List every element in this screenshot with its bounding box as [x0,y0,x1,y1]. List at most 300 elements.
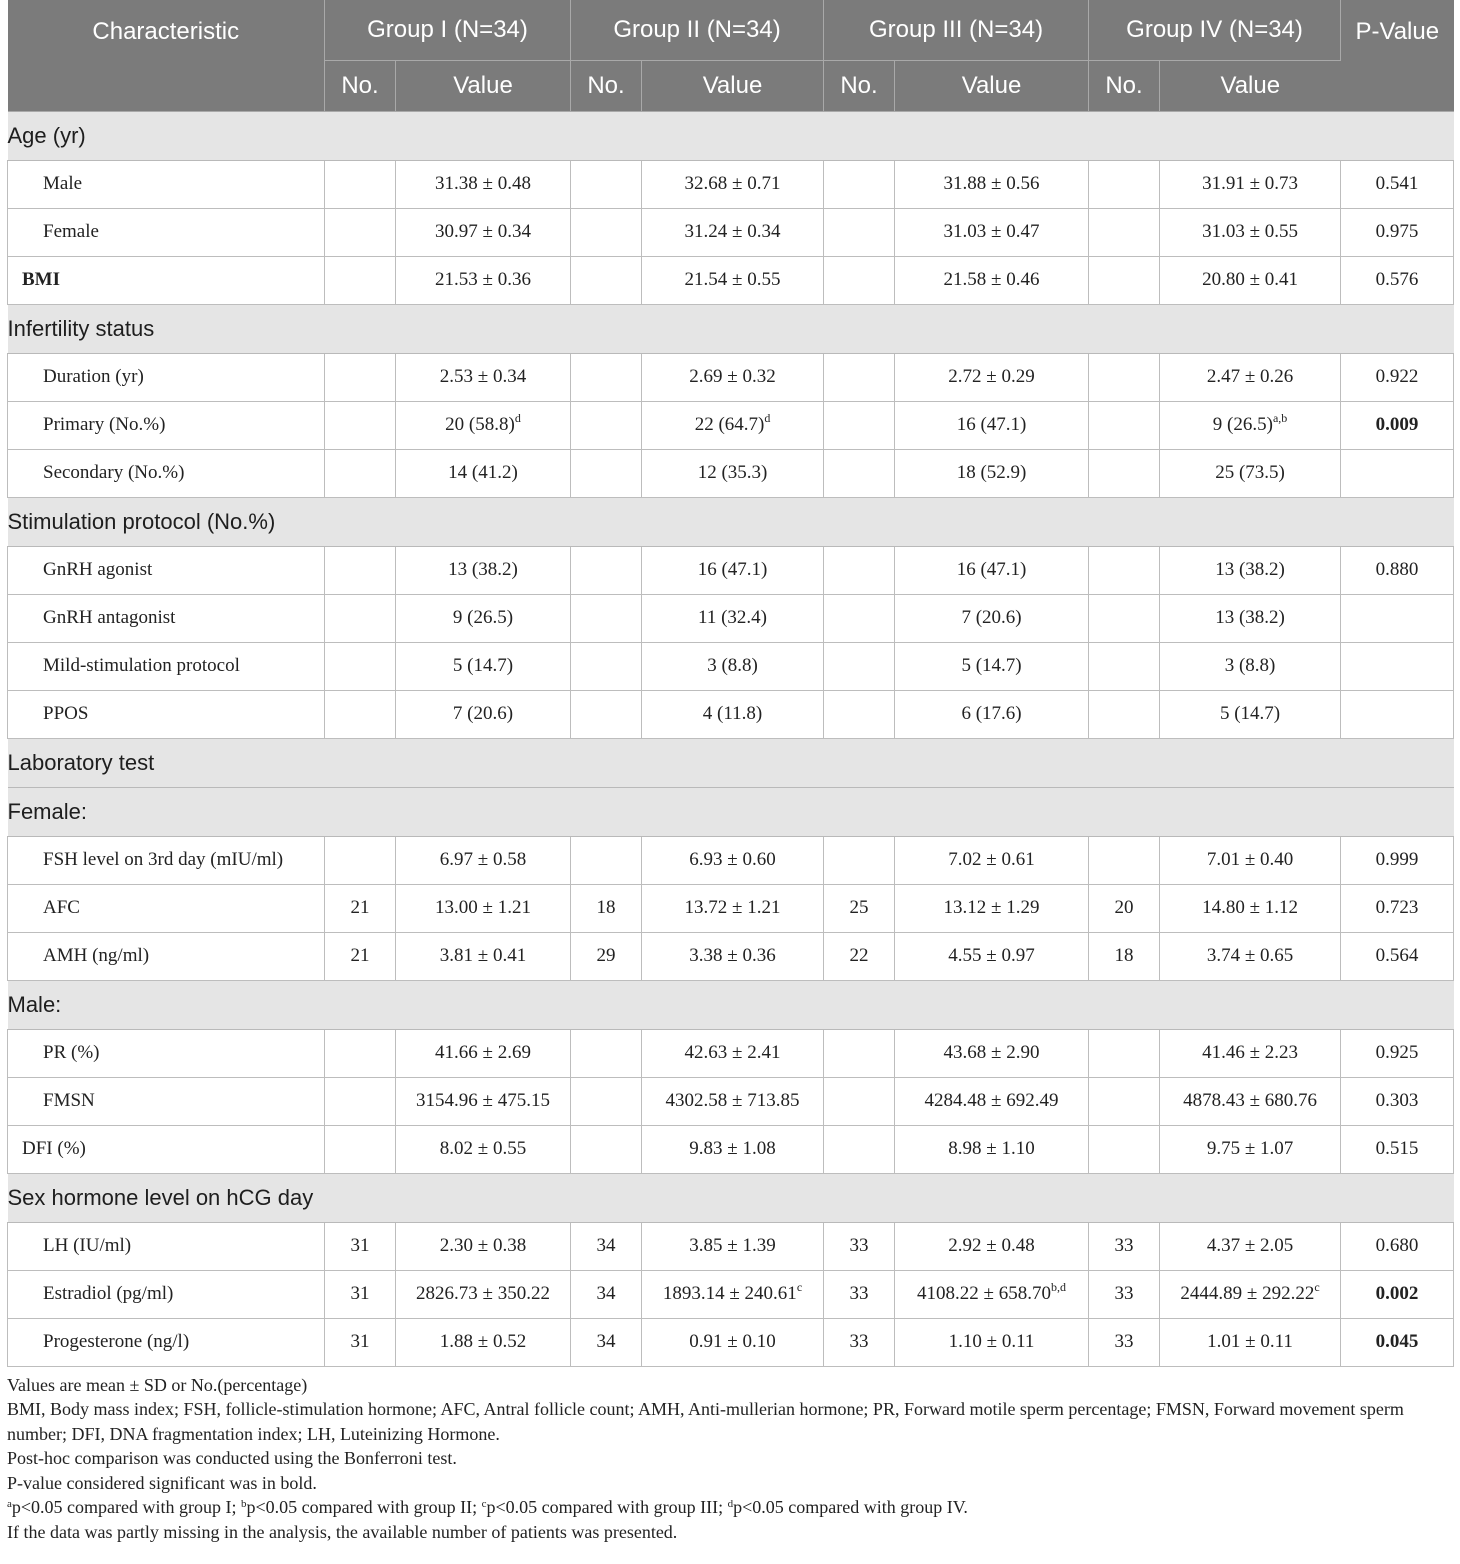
table-row [8,353,1454,401]
cell-no [1089,1029,1160,1077]
cell-value-text: 31.24 ± 0.34 [684,221,781,242]
header-row-groups [8,0,1454,60]
cell-value [396,256,571,304]
cell-value-text: 13 (38.2) [448,559,518,580]
cell-no [824,836,895,884]
cell-value-text: 41.66 ± 2.69 [435,1042,531,1063]
cell-no: 20 [1089,884,1160,932]
cell-no: 33 [824,1222,895,1270]
cell-value [1160,546,1341,594]
cell-value [895,1270,1089,1318]
cell-value-text: 2.53 ± 0.34 [439,366,527,387]
cell-value-text: 8.02 ± 0.55 [439,1138,527,1159]
cell-superscript: c [796,1280,803,1294]
cell-value-text: 8.98 ± 1.10 [948,1138,1035,1159]
cell-value [642,256,824,304]
cell-pvalue: 0.576 [1341,256,1454,304]
cell-value [1160,160,1341,208]
section-label: Sex hormone level on hCG day [8,1173,1454,1222]
section-label: Laboratory test [8,738,1454,787]
cell-value [1160,642,1341,690]
cell-value [895,1125,1089,1173]
cell-no: 33 [824,1270,895,1318]
cell-pvalue: 0.045 [1341,1318,1454,1366]
cell-no: 34 [571,1222,642,1270]
header-no: No. [824,60,895,111]
cell-value [642,160,824,208]
table-row [8,1222,1454,1270]
cell-value [396,594,571,642]
row-label: Female [8,208,325,256]
cell-value-text: 0.91 ± 0.10 [689,1331,776,1352]
cell-value [642,1270,824,1318]
cell-value-text: 2444.89 ± 292.22 [1180,1283,1315,1304]
cell-pvalue: 0.303 [1341,1077,1454,1125]
cell-value [895,208,1089,256]
cell-value-text: 20.80 ± 0.41 [1202,269,1298,290]
table-footnotes [7,1373,1453,1545]
cell-value-text: 7 (20.6) [961,607,1022,628]
cell-superscript: a,b [1272,411,1288,425]
cell-value-text: 18 (52.9) [956,462,1027,483]
cell-value-text: 21.53 ± 0.36 [435,269,531,290]
cell-value-text: 16 (47.1) [956,559,1027,580]
cell-no [1089,1125,1160,1173]
footnote-text: p<0.05 compared with group II; [246,1497,482,1517]
cell-value [642,594,824,642]
table-row [8,642,1454,690]
cell-value-text: 31.91 ± 0.73 [1202,173,1298,194]
header-group-1: Group I (N=34) [325,0,571,60]
cell-value-text: 6.97 ± 0.58 [439,849,527,870]
cell-value-text: 3 (8.8) [1224,655,1276,676]
cell-value [396,836,571,884]
cell-value [1160,594,1341,642]
table-row [8,836,1454,884]
cell-no [325,208,396,256]
cell-no: 25 [824,884,895,932]
header-group-2: Group II (N=34) [571,0,824,60]
cell-value [642,208,824,256]
cell-no [571,449,642,497]
cell-no [325,401,396,449]
cell-pvalue [1341,449,1454,497]
cell-value [396,1029,571,1077]
cell-value-text: 4 (11.8) [702,703,763,724]
cell-value-text: 4108.22 ± 658.70 [917,1283,1051,1304]
cell-pvalue: 0.999 [1341,836,1454,884]
cell-value [1160,208,1341,256]
cell-value [1160,1222,1341,1270]
cell-no [1089,401,1160,449]
cell-no: 31 [325,1270,396,1318]
cell-value [396,160,571,208]
footnote-superscript: c [481,1498,487,1510]
cell-value-text: 6.93 ± 0.60 [689,849,776,870]
section-row [8,111,1454,160]
cell-value-text: 16 (47.1) [697,559,768,580]
table-row [8,1077,1454,1125]
table-body [8,111,1454,1366]
table-row [8,884,1454,932]
table-row [8,401,1454,449]
cell-value [895,353,1089,401]
cell-no [325,642,396,690]
cell-no: 33 [1089,1222,1160,1270]
cell-no [824,642,895,690]
header-no: No. [1089,60,1160,111]
footnote-text: Post-hoc comparison was conducted using the Bonferroni test. [7,1448,457,1468]
cell-value [895,690,1089,738]
cell-value-text: 5 (14.7) [1219,703,1281,724]
cell-value [895,1222,1089,1270]
cell-no [571,836,642,884]
cell-value [1160,449,1341,497]
cell-no [571,642,642,690]
cell-value [1160,353,1341,401]
cell-value-text: 2.72 ± 0.29 [948,366,1035,387]
cell-value [642,353,824,401]
cell-value [396,932,571,980]
header-pvalue: P-Value [1341,0,1454,111]
header-no: No. [325,60,396,111]
cell-no [325,690,396,738]
cell-value-text: 31.38 ± 0.48 [435,173,531,194]
row-label: AFC [8,884,325,932]
table-row [8,256,1454,304]
cell-value [895,1318,1089,1366]
cell-value-text: 4878.43 ± 680.76 [1183,1090,1317,1111]
cell-value [396,1318,571,1366]
row-label: GnRH agonist [8,546,325,594]
cell-no [824,353,895,401]
cell-no [571,1029,642,1077]
cell-value [895,401,1089,449]
cell-value [642,401,824,449]
footnote-text: Values are mean ± SD or No.(percentage) [7,1374,308,1395]
cell-value-text: 13.72 ± 1.21 [684,897,781,918]
row-label: Secondary (No.%) [8,449,325,497]
header-group-3: Group III (N=34) [824,0,1089,60]
section-row [8,980,1454,1029]
cell-no: 22 [824,932,895,980]
cell-no: 29 [571,932,642,980]
characteristics-table [7,0,1454,1367]
footnote [7,1397,1453,1446]
cell-no [824,208,895,256]
cell-value [1160,401,1341,449]
cell-value-text: 13 (38.2) [1215,607,1285,628]
cell-no: 21 [325,884,396,932]
cell-value-text: 31.88 ± 0.56 [943,173,1040,194]
cell-value [1160,1125,1341,1173]
footnote-text: p<0.05 compared with group IV. [733,1497,968,1517]
cell-value-text: 1.10 ± 0.11 [948,1331,1035,1352]
row-label: FSH level on 3rd day (mIU/ml) [8,836,325,884]
footnote [7,1373,1453,1398]
cell-value [642,1077,824,1125]
cell-value-text: 9.83 ± 1.08 [689,1138,776,1159]
section-label: Male: [8,980,1454,1029]
cell-no [1089,208,1160,256]
cell-pvalue: 0.009 [1341,401,1454,449]
cell-value [642,884,824,932]
footnote-text: p<0.05 compared with group I; [11,1497,241,1517]
cell-value-text: 7.01 ± 0.40 [1206,849,1294,870]
cell-value-text: 3.74 ± 0.65 [1206,945,1294,966]
cell-value [642,1222,824,1270]
cell-value-text: 9.75 ± 1.07 [1206,1138,1294,1159]
cell-value-text: 20 (58.8) [445,414,515,435]
cell-no [1089,836,1160,884]
cell-value-text: 2.69 ± 0.32 [689,366,776,387]
cell-value [1160,1318,1341,1366]
cell-superscript: c [1314,1280,1320,1294]
row-label: Estradiol (pg/ml) [8,1270,325,1318]
cell-no: 34 [571,1270,642,1318]
cell-value-text: 21.58 ± 0.46 [943,269,1040,290]
cell-pvalue: 0.680 [1341,1222,1454,1270]
cell-superscript: d [764,411,771,425]
row-label: LH (IU/ml) [8,1222,325,1270]
cell-no [824,1077,895,1125]
cell-no [1089,1077,1160,1125]
cell-value-text: 13 (38.2) [1215,559,1285,580]
header-value: Value [1160,60,1341,111]
cell-value-text: 2.47 ± 0.26 [1206,366,1294,387]
cell-value-text: 1893.14 ± 240.61 [662,1283,797,1304]
cell-no [571,256,642,304]
cell-no [571,353,642,401]
cell-no [824,690,895,738]
cell-value-text: 6 (17.6) [961,703,1022,724]
table-row [8,1270,1454,1318]
cell-value [396,642,571,690]
row-label: PR (%) [8,1029,325,1077]
cell-no: 21 [325,932,396,980]
cell-value [396,1270,571,1318]
table-container [7,0,1453,1544]
header-no: No. [571,60,642,111]
table-row [8,594,1454,642]
cell-value [1160,1077,1341,1125]
cell-no [325,1029,396,1077]
cell-value-text: 13.00 ± 1.21 [435,897,531,918]
cell-no: 33 [1089,1318,1160,1366]
cell-no [1089,690,1160,738]
row-label: PPOS [8,690,325,738]
cell-superscript: b,d [1050,1280,1066,1294]
section-label: Age (yr) [8,111,1454,160]
cell-value [642,1318,824,1366]
cell-no: 18 [571,884,642,932]
cell-value-text: 4.37 ± 2.05 [1206,1235,1294,1256]
cell-no: 18 [1089,932,1160,980]
table-row [8,208,1454,256]
cell-value [895,884,1089,932]
footnote [7,1446,1453,1471]
cell-value [895,932,1089,980]
cell-no [1089,594,1160,642]
cell-value [895,256,1089,304]
cell-no [325,160,396,208]
footnote-text: p<0.05 compared with group III; [486,1497,728,1517]
cell-no: 33 [824,1318,895,1366]
section-row [8,304,1454,353]
footnote-superscript: a [7,1498,12,1510]
cell-no [571,208,642,256]
cell-value-text: 2.92 ± 0.48 [948,1235,1035,1256]
cell-value-text: 3.85 ± 1.39 [689,1235,776,1256]
cell-pvalue [1341,642,1454,690]
footnote-text: P-value considered significant was in bold. [7,1472,317,1493]
cell-pvalue: 0.922 [1341,353,1454,401]
cell-no [571,160,642,208]
section-row [8,497,1454,546]
header-value: Value [396,60,571,111]
cell-value-text: 4284.48 ± 692.49 [924,1090,1059,1111]
cell-value-text: 30.97 ± 0.34 [435,221,531,242]
cell-value-text: 3.38 ± 0.36 [689,945,776,966]
cell-value-text: 3154.96 ± 475.15 [416,1090,550,1111]
cell-value [396,353,571,401]
cell-value [396,884,571,932]
row-label: AMH (ng/ml) [8,932,325,980]
cell-value-text: 43.68 ± 2.90 [943,1042,1040,1063]
cell-no [325,1077,396,1125]
row-label: GnRH antagonist [8,594,325,642]
cell-no [571,594,642,642]
cell-value-text: 13.12 ± 1.29 [943,897,1040,918]
header-characteristic: Characteristic [8,0,325,111]
cell-value [1160,836,1341,884]
cell-value-text: 16 (47.1) [956,414,1027,435]
cell-value [895,449,1089,497]
cell-value [895,160,1089,208]
table-row [8,932,1454,980]
row-label: Duration (yr) [8,353,325,401]
cell-value [895,1077,1089,1125]
section-label: Infertility status [8,304,1454,353]
table-row [8,690,1454,738]
section-row [8,787,1454,836]
cell-pvalue [1341,690,1454,738]
cell-value-text: 11 (32.4) [698,607,767,628]
cell-pvalue: 0.880 [1341,546,1454,594]
cell-no [824,401,895,449]
cell-value [1160,690,1341,738]
row-label: FMSN [8,1077,325,1125]
cell-no [1089,642,1160,690]
cell-no: 34 [571,1318,642,1366]
cell-no: 31 [325,1222,396,1270]
cell-value-text: 9 (26.5) [1212,414,1273,435]
cell-value [642,836,824,884]
cell-value [642,642,824,690]
cell-value [396,401,571,449]
cell-no [571,401,642,449]
cell-no [571,1077,642,1125]
cell-no [1089,353,1160,401]
cell-value-text: 5 (14.7) [961,655,1022,676]
cell-value [895,546,1089,594]
cell-value [642,932,824,980]
cell-pvalue: 0.002 [1341,1270,1454,1318]
cell-value [642,1029,824,1077]
footnote [7,1495,1453,1520]
cell-no [325,836,396,884]
cell-value [895,642,1089,690]
cell-value [396,1077,571,1125]
cell-pvalue [1341,594,1454,642]
cell-value-text: 14 (41.2) [448,462,518,483]
cell-value-text: 4302.58 ± 713.85 [665,1090,800,1111]
cell-no [325,546,396,594]
cell-no [325,1125,396,1173]
cell-value-text: 3.81 ± 0.41 [439,945,527,966]
section-label: Female: [8,787,1454,836]
cell-no [1089,546,1160,594]
table-row [8,1125,1454,1173]
cell-no [1089,160,1160,208]
header-value: Value [895,60,1089,111]
footnote-text: BMI, Body mass index; FSH, follicle-stimulation hormone; AFC, Antral follicle count; AMH, Anti-mullerian hormone; PR, Forward motile sperm percentage; FMSN, Forward movement sperm number; DFI, DNA fragmentation index; LH, Luteinizing Hormone. [7,1399,1404,1444]
cell-value [396,1222,571,1270]
cell-value-text: 25 (73.5) [1215,462,1285,483]
cell-value [1160,1029,1341,1077]
cell-value [1160,1270,1341,1318]
table-row [8,546,1454,594]
cell-pvalue: 0.723 [1341,884,1454,932]
cell-no [325,449,396,497]
cell-value [1160,884,1341,932]
cell-value-text: 3 (8.8) [707,655,758,676]
cell-value [1160,932,1341,980]
cell-no [824,449,895,497]
section-label: Stimulation protocol (No.%) [8,497,1454,546]
table-row [8,1318,1454,1366]
cell-no [824,256,895,304]
cell-no [824,594,895,642]
header-value: Value [642,60,824,111]
table-row [8,1029,1454,1077]
footnote-text: If the data was partly missing in the analysis, the available number of patients was presented. [7,1521,678,1542]
cell-value [396,208,571,256]
cell-pvalue: 0.564 [1341,932,1454,980]
cell-no [824,1029,895,1077]
cell-value-text: 42.63 ± 2.41 [684,1042,781,1063]
cell-no [571,690,642,738]
cell-value [1160,256,1341,304]
cell-value-text: 32.68 ± 0.71 [684,173,781,194]
cell-no: 31 [325,1318,396,1366]
cell-value [396,449,571,497]
cell-superscript: d [514,411,521,425]
cell-value-text: 21.54 ± 0.55 [684,269,781,290]
cell-pvalue: 0.515 [1341,1125,1454,1173]
cell-value-text: 1.88 ± 0.52 [439,1331,527,1352]
cell-pvalue: 0.975 [1341,208,1454,256]
cell-value-text: 1.01 ± 0.11 [1207,1331,1293,1352]
row-label: Male [8,160,325,208]
section-row [8,738,1454,787]
table-row [8,449,1454,497]
cell-value-text: 31.03 ± 0.47 [943,221,1040,242]
row-label: Progesterone (ng/l) [8,1318,325,1366]
cell-no [824,160,895,208]
cell-value-text: 12 (35.3) [697,462,768,483]
cell-no [824,546,895,594]
